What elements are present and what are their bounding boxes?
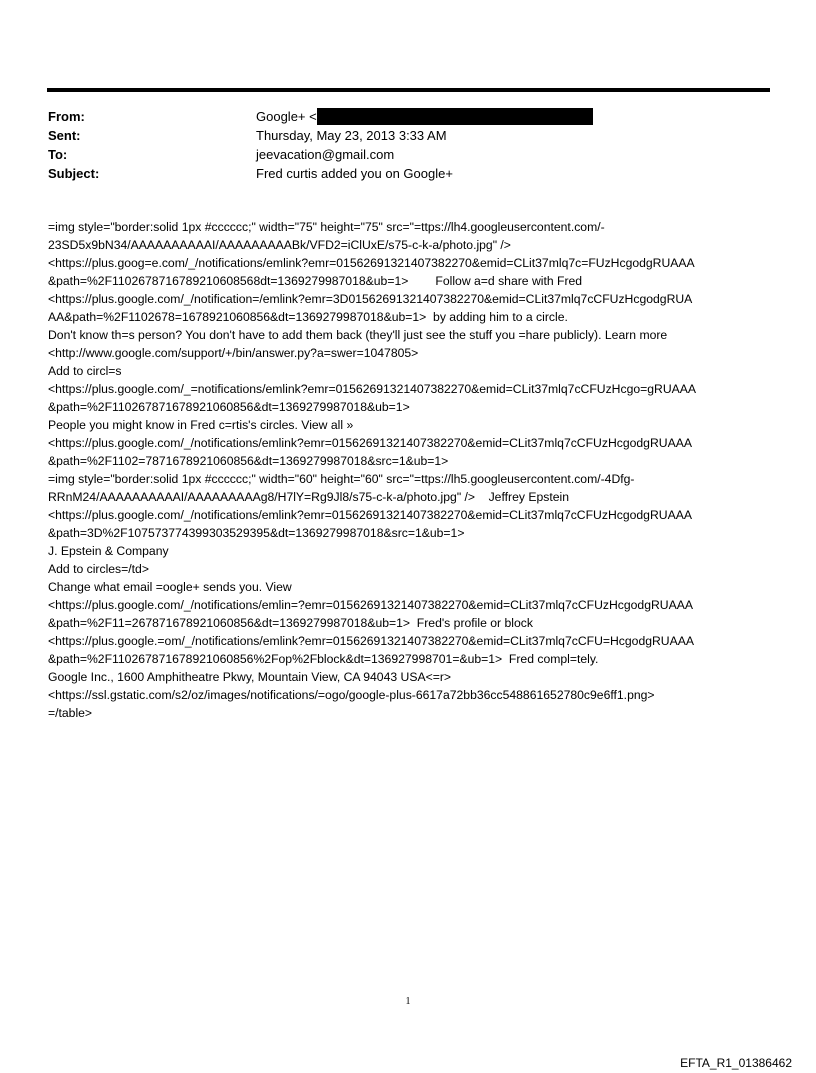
body-line: =img style="border:solid 1px #cccccc;" width="60" height="60" src="=ttps://lh5.googleusercontent.com/-4Dfg- bbox=[48, 472, 635, 486]
body-line: <https://plus.goog=e.com/_/notifications/emlink?emr=01562691321407382270&emid=CLit37mlq7c=FUzHcgodgRUAAA bbox=[48, 256, 695, 270]
body-line: Change what email =oogle+ sends you. View bbox=[48, 580, 292, 594]
body-line: AA&path=%2F1102678=1678921060856&dt=1369279987018&ub=1> by adding him to a circle. bbox=[48, 310, 568, 324]
body-line: =/table> bbox=[48, 706, 93, 720]
body-line: <https://plus.google.com/_=notifications/emlink?emr=01562691321407382270&emid=CLit37mlq7cCFUzHcgo=gRUAAA bbox=[48, 382, 697, 396]
subject-row bbox=[48, 164, 768, 183]
redaction-box bbox=[317, 108, 593, 125]
body-line: Add to circl=s bbox=[48, 364, 122, 378]
body-line: =img style="border:solid 1px #cccccc;" width="75" height="75" src="=ttps://lh4.googleusercontent.com/- bbox=[48, 220, 605, 234]
page-number: 1 bbox=[405, 996, 411, 1007]
from-label: From: bbox=[48, 109, 85, 124]
body-line: J. Epstein & Company bbox=[48, 544, 169, 558]
to-value: jeevacation@gmail.com bbox=[256, 147, 395, 162]
subject-value: Fred curtis added you on Google+ bbox=[256, 166, 453, 181]
to-row bbox=[48, 145, 768, 164]
from-value bbox=[256, 107, 593, 126]
body-line: Google Inc., 1600 Amphitheatre Pkwy, Mountain View, CA 94043 USA<=r> bbox=[48, 670, 451, 684]
body-line: <https://plus.google.com/_/notifications/emlink?emr=01562691321407382270&emid=CLit37mlq7cCFUzHcgodgRUAAA bbox=[48, 508, 692, 522]
body-line: &path=%2F1102678716789210608568dt=1369279987018&ub=1> Follow a=d share with Fred bbox=[48, 274, 583, 288]
sent-value: Thursday, May 23, 2013 3:33 AM bbox=[256, 128, 447, 143]
body-line: Don't know th=s person? You don't have to add them back (they'll just see the stuff you =hare publicly). Learn more bbox=[48, 328, 668, 342]
sent-label: Sent: bbox=[48, 128, 81, 143]
body-line: 23SD5x9bN34/AAAAAAAAAAI/AAAAAAAAABk/VFD2=iClUxE/s75-c-k-a/photo.jpg" /> bbox=[48, 238, 511, 252]
sent-row bbox=[48, 126, 768, 145]
body-line: <https://plus.google.com/_/notifications/emlin=?emr=01562691321407382270&emid=CLit37mlq7cCFUzHcgodgRUAAA bbox=[48, 598, 693, 612]
from-sender: Google+ < bbox=[256, 109, 317, 124]
email-header bbox=[48, 107, 768, 183]
body-line: Add to circles=/td> bbox=[48, 562, 149, 576]
body-line: &path=%2F110267871678921060856%2Fop%2Fblock&dt=136927998701=&ub=1> Fred compl=tely. bbox=[48, 652, 599, 666]
body-line: &path=%2F1102=7871678921060856&dt=1369279987018&src=1&ub=1> bbox=[48, 454, 449, 468]
body-line: <http://www.google.com/support/+/bin/answer.py?a=swer=1047805> bbox=[48, 346, 419, 360]
body-line: &path=%2F11=267871678921060856&dt=1369279987018&ub=1> Fred's profile or block bbox=[48, 616, 533, 630]
body-line: <https://plus.google.com/_/notifications/emlink?emr=01562691321407382270&emid=CLit37mlq7cCFUzHcgodgRUAAA bbox=[48, 436, 692, 450]
to-label: To: bbox=[48, 147, 68, 162]
subject-label: Subject: bbox=[48, 166, 100, 181]
body-line: <https://ssl.gstatic.com/s2/oz/images/notifications/=ogo/google-plus-6617a72bb36cc548861652780c9e6ff1.png> bbox=[48, 688, 655, 702]
body-line: <https://plus.google.=om/_/notifications/emlink?emr=01562691321407382270&emid=CLit37mlq7cCFU=HcgodgRUAAA bbox=[48, 634, 694, 648]
email-body bbox=[48, 218, 778, 722]
body-line: People you might know in Fred c=rtis's circles. View all » bbox=[48, 418, 354, 432]
body-line: &path=3D%2F107573774399303529395&dt=1369279987018&src=1&ub=1> bbox=[48, 526, 465, 540]
body-line: RRnM24/AAAAAAAAAAI/AAAAAAAAAg8/H7lY=Rg9Jl8/s75-c-k-a/photo.jpg" /> Jeffrey Epstein bbox=[48, 490, 569, 504]
body-line: <https://plus.google.com/_/notification=/emlink?emr=3D01562691321407382270&emid=CLit37mlq7cCFUzHcgodgRUA bbox=[48, 292, 693, 306]
header-rule bbox=[47, 88, 770, 92]
from-row bbox=[48, 107, 768, 126]
document-id: EFTA_R1_01386462 bbox=[680, 1056, 792, 1070]
body-line: &path=%2F110267871678921060856&dt=1369279987018&ub=1> bbox=[48, 400, 410, 414]
